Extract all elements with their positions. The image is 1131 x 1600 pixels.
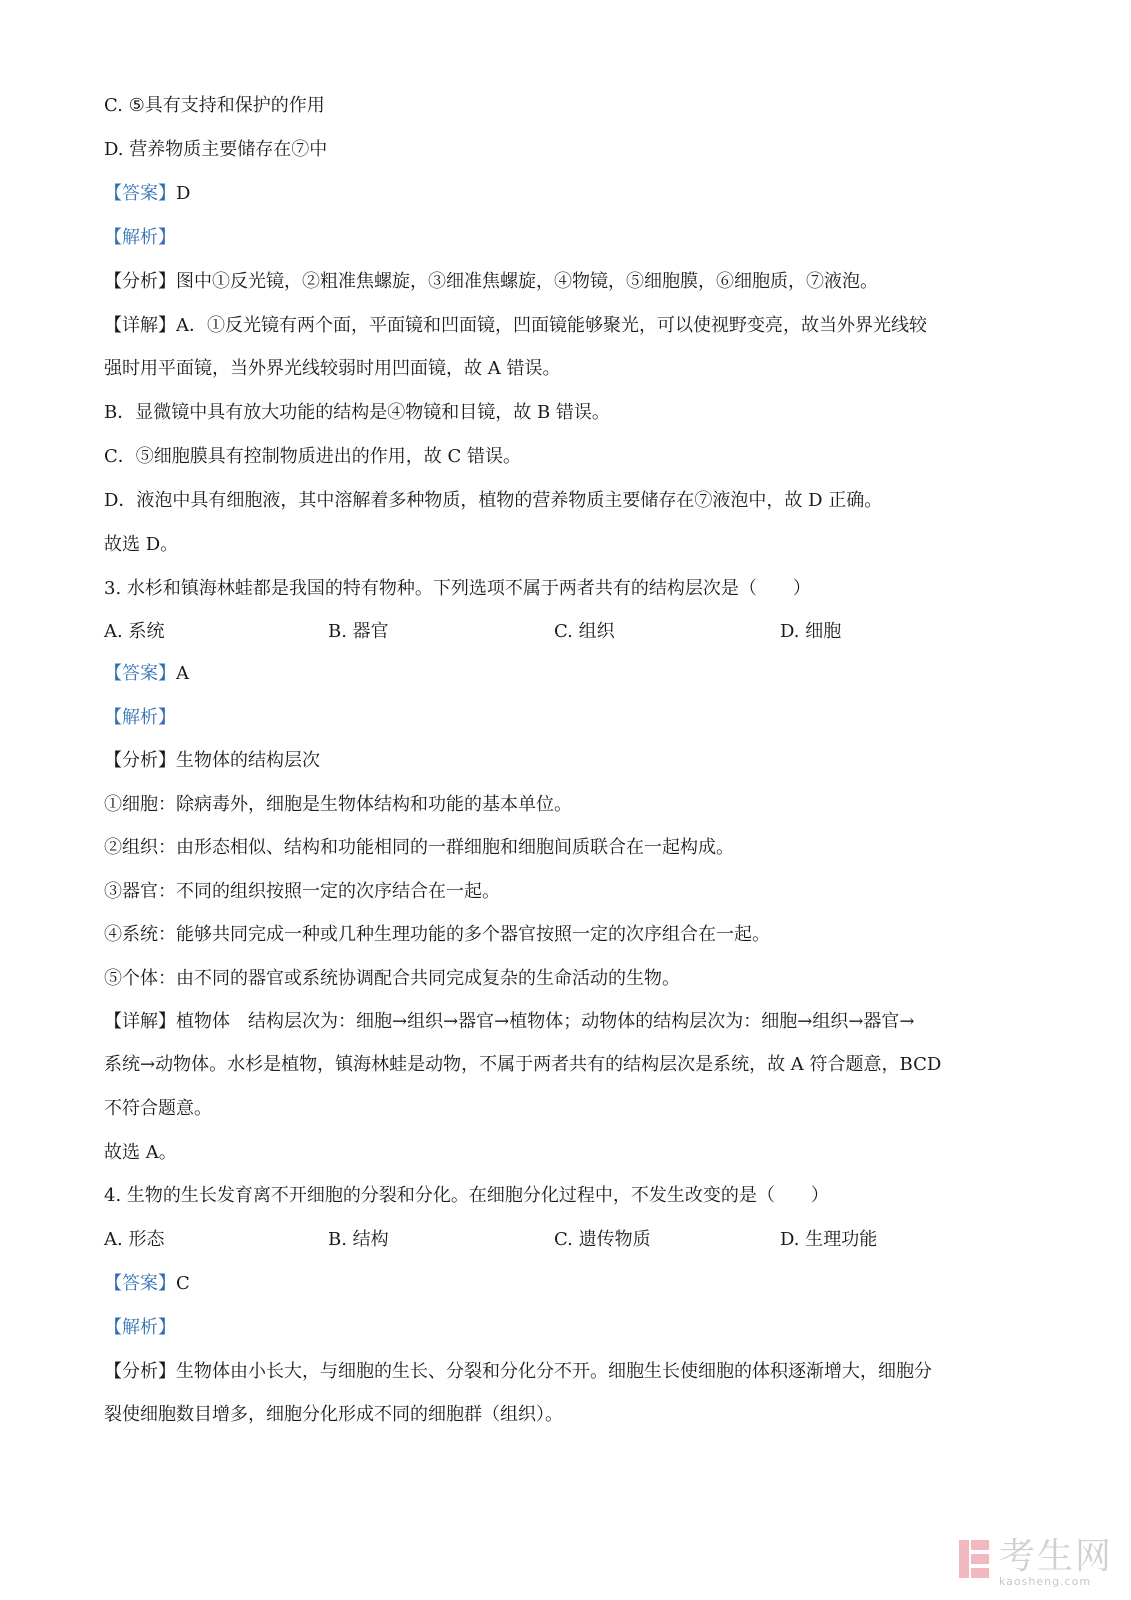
question-3: 3. 水杉和镇海林蛙都是我国的特有物种。下列选项不属于两者共有的结构层次是（ ） [104,578,811,599]
analysis-line: 【分析】图中①反光镜，②粗准焦螺旋，③细准焦螺旋，④物镜，⑤细胞膜，⑥细胞质，⑦液泡。 [104,271,878,292]
explanation-tag: 【解析】 [104,1317,176,1338]
detail-line: 【详解】A．①反光镜有两个面，平面镜和凹面镜，凹面镜能够聚光，可以使视野变亮，故当外界光线较 [104,315,927,336]
answer-tag: 【答案】 [104,183,176,204]
answer-value: C [176,1273,190,1294]
answer-line [104,662,189,686]
q3-option-b: B. 器官 [328,621,389,642]
q3-option-a: A. 系统 [104,621,165,642]
answer-tag: 【答案】 [104,1273,176,1294]
analysis-line: 【分析】生物体由小长大，与细胞的生长、分裂和分化分不开。细胞生长使细胞的体积逐渐增大，细胞分 [104,1361,932,1382]
watermark [957,1538,1113,1588]
analysis-line-continued: 裂使细胞数目增多，细胞分化形成不同的细胞群（组织）。 [104,1404,563,1425]
watermark-text: 考生网 [998,1536,1113,1577]
q3-option-d: D. 细胞 [780,621,842,642]
q4-option-c: C. 遗传物质 [554,1229,651,1250]
watermark-logo-icon [957,1538,991,1580]
analysis-line: 【分析】生物体的结构层次 [104,750,320,771]
explanation-tag: 【解析】 [104,227,176,248]
detail-line: 【详解】植物体 结构层次为：细胞→组织→器官→植物体；动物体的结构层次为：细胞→组织→器官→ [104,1011,915,1032]
question-4: 4. 生物的生长发育离不开细胞的分裂和分化。在细胞分化过程中，不发生改变的是（ ） [104,1185,829,1206]
answer-tag: 【答案】 [104,663,176,684]
answer-value: D [176,183,191,204]
watermark-url: kaosheng.com [998,1575,1092,1588]
detail-line-continued: 强时用平面镜，当外界光线较弱时用凹面镜，故 A 错误。 [104,358,561,379]
detail-d-line: D．液泡中具有细胞液，其中溶解着多种物质，植物的营养物质主要储存在⑦液泡中，故 D 正确。 [104,490,883,511]
option-d-line: D. 营养物质主要储存在⑦中 [104,139,328,160]
detail-line-continued: 不符合题意。 [104,1098,212,1119]
explanation-tag: 【解析】 [104,707,176,728]
answer-line [104,182,190,206]
choice-line: 故选 D。 [104,534,179,555]
q4-option-b: B. 结构 [328,1229,389,1250]
list-item: ④系统：能够共同完成一种或几种生理功能的多个器官按照一定的次序组合在一起。 [104,924,770,945]
detail-c-line: C．⑤细胞膜具有控制物质进出的作用，故 C 错误。 [104,446,521,467]
q3-option-c: C. 组织 [554,621,615,642]
list-item: ②组织：由形态相似、结构和功能相同的一群细胞和细胞间质联合在一起构成。 [104,837,734,858]
answer-value: A [176,663,189,684]
option-c-line: C. ⑤具有支持和保护的作用 [104,95,325,116]
detail-b-line: B．显微镜中具有放大功能的结构是④物镜和目镜，故 B 错误。 [104,402,610,423]
choice-line: 故选 A。 [104,1142,177,1163]
detail-line-continued: 系统→动物体。水杉是植物，镇海林蛙是动物，不属于两者共有的结构层次是系统，故 A 符合题意，BCD [104,1054,942,1075]
answer-line [104,1272,190,1296]
list-item: ③器官：不同的组织按照一定的次序结合在一起。 [104,881,500,902]
q4-option-a: A. 形态 [104,1229,165,1250]
list-item: ⑤个体：由不同的器官或系统协调配合共同完成复杂的生命活动的生物。 [104,968,680,989]
q4-option-d: D. 生理功能 [780,1229,878,1250]
list-item: ①细胞：除病毒外，细胞是生物体结构和功能的基本单位。 [104,794,572,815]
